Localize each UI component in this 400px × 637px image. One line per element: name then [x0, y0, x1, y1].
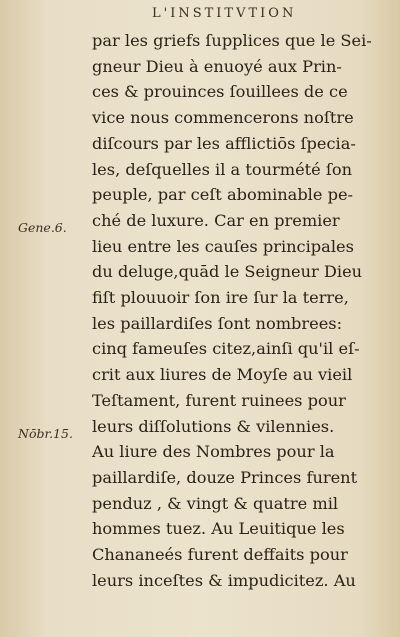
text-line: diſcours par les afflictiōs ſpecia- [92, 133, 356, 153]
text-line: leurs diſſolutions & vilennies. [92, 416, 335, 436]
body-text [92, 28, 384, 593]
text-line: Teſtament, furent ruinees pour [92, 390, 346, 410]
text-line: gneur Dieu à enuoyé aux Prin- [92, 56, 342, 76]
text-line: Au liure des Nombres pour la [92, 442, 335, 462]
text-line: cinq fameuſes citez,ainſi qu'il eſ- [92, 339, 360, 359]
text-line: lieu entre les cauſes principales [92, 236, 354, 256]
text-line: Chananeés furent deffaits pour [92, 545, 348, 565]
text-line: ces & prouinces ſouillees de ce [92, 82, 348, 102]
text-line: leurs inceſtes & impudicitez. Au [92, 570, 356, 590]
text-line: hommes tuez. Au Leuitique les [92, 519, 345, 539]
text-line: ché de luxure. Car en premier [92, 210, 340, 230]
text-line: peuple, par ceſt abominable pe- [92, 185, 353, 205]
text-line: les, deſquelles il a tourmété ſon [92, 159, 353, 179]
text-line: les paillardiſes ſont nombrees: [92, 313, 343, 333]
text-line: paillardiſe, douze Princes furent [92, 467, 358, 487]
text-line: du deluge,quād le Seigneur Dieu [92, 262, 363, 282]
running-header: L'INSTITVTION [152, 6, 297, 21]
margin-note-genesis: Gene.6. [18, 220, 67, 235]
text-line: crit aux liures de Moyſe au vieil [92, 365, 353, 385]
margin-note-numbers: Nōbr.15. [18, 426, 73, 441]
text-line: penduz , & vingt & quatre mil [92, 493, 339, 513]
text-line: vice nous commencerons noſtre [92, 108, 354, 128]
text-line: fiſt plouuoir ſon ire ſur la terre, [92, 288, 349, 308]
text-line: par les griefs ſupplices que le Sei- [92, 31, 372, 50]
